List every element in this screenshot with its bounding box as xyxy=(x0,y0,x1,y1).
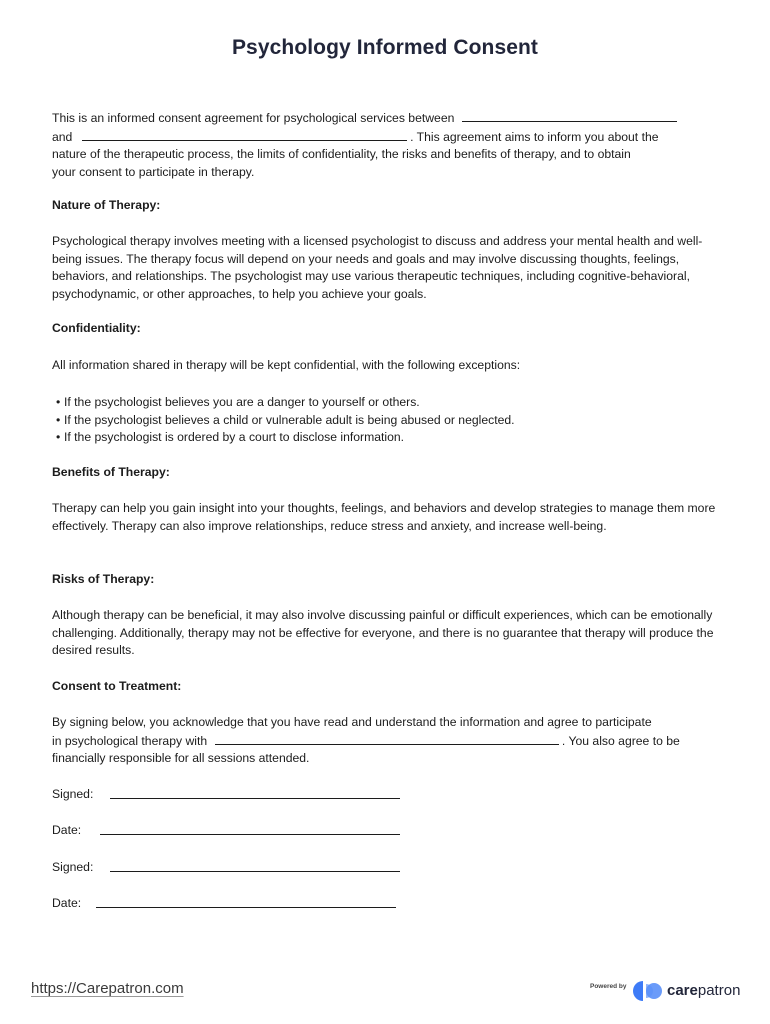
list-item: • If the psychologist believes a child or vulnerable adult is being abused or neglected. xyxy=(52,412,722,430)
confidentiality-body: All information shared in therapy will be kept confidential, with the following exceptions: xyxy=(52,358,521,372)
intro-line-3: nature of the therapeutic process, the limits of confidentiality, the risks and benefits of therapy, and to obtain xyxy=(52,147,631,161)
psychologist-name-blank[interactable] xyxy=(215,732,559,745)
powered-by-label: Powered by xyxy=(590,983,627,990)
risks-body: Although therapy can be beneficial, it may also involve discussing painful or difficult experiences, which can be emotionally challenging. Additionally, therapy may not be effective for everyone, and there is no guarantee that therapy will produce the desired results. xyxy=(52,608,714,657)
intro-paragraph xyxy=(52,109,722,181)
benefits-body: Therapy can help you gain insight into your thoughts, feelings, and behaviors and develop strategies to manage them more effectively. Therapy can also improve relationships, reduce stress and anxiety, and increase well-being. xyxy=(52,501,716,533)
document-title: Psychology Informed Consent xyxy=(231,36,539,59)
consent-line-2: in psychological therapy with . You also agree to be xyxy=(52,733,680,748)
intro-line-2: and . This agreement aims to inform you about the xyxy=(52,129,659,144)
intro-line-4: your consent to participate in therapy. xyxy=(52,164,255,179)
carepatron-link[interactable]: https://Carepatron.com xyxy=(31,980,184,997)
consent-heading: Consent to Treatment: xyxy=(52,679,182,693)
signature-line-2[interactable] xyxy=(110,870,400,872)
consent-line-3: financially responsible for all sessions attended. xyxy=(52,751,310,765)
list-item: • If the psychologist is ordered by a court to disclose information. xyxy=(52,429,722,447)
nature-body: Psychological therapy involves meeting with a licensed psychologist to discuss and address your mental health and well-being issues. The therapy focus will depend on your needs and goals and may involve discussing thoughts, feelings, behaviors, and relationships. The psychologist may use various therapeutic techniques, including cognitive-behavioral, psychodynamic, or other approaches, to help you achieve your goals. xyxy=(52,234,703,301)
client-name-blank[interactable] xyxy=(82,128,407,141)
signature-line-1[interactable] xyxy=(110,797,400,799)
date-label-2: Date: xyxy=(52,896,82,910)
consent-line-1: By signing below, you acknowledge that you have read and understand the information and agree to participate xyxy=(52,715,652,729)
confidentiality-exceptions xyxy=(52,394,722,447)
nature-heading: Nature of Therapy: xyxy=(52,198,161,212)
benefits-heading: Benefits of Therapy: xyxy=(52,465,170,479)
date-label-1: Date: xyxy=(52,823,82,837)
signed-label-2: Signed: xyxy=(52,860,94,874)
carepatron-logo-text: carepatron xyxy=(667,982,741,999)
risks-heading: Risks of Therapy: xyxy=(52,572,155,586)
intro-line-1: This is an informed consent agreement for psychological services between xyxy=(52,109,722,128)
provider-name-blank[interactable] xyxy=(462,109,677,122)
confidentiality-heading: Confidentiality: xyxy=(52,321,141,335)
signed-label-1: Signed: xyxy=(52,787,94,801)
carepatron-logo-icon xyxy=(632,980,664,1002)
list-item: • If the psychologist believes you are a danger to yourself or others. xyxy=(52,394,722,412)
consent-paragraph xyxy=(52,714,722,768)
date-line-1[interactable] xyxy=(100,833,400,835)
date-line-2[interactable] xyxy=(96,906,396,908)
